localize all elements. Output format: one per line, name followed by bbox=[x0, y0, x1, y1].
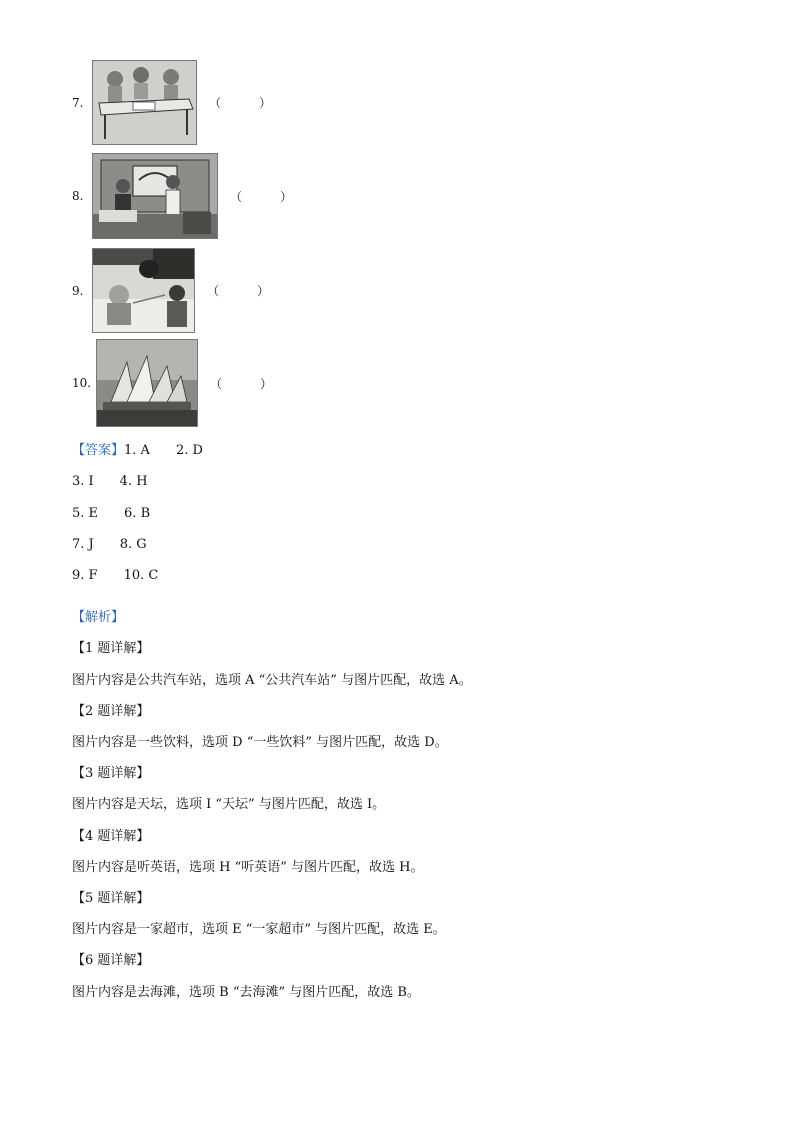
answer-item: 6. B bbox=[124, 506, 151, 521]
answer-label: 【答案】 bbox=[72, 443, 125, 458]
answer-row-2 bbox=[72, 475, 148, 488]
answer-blank: （ ） bbox=[230, 189, 293, 204]
answer-blank: （ ） bbox=[209, 96, 272, 110]
answer-row-3 bbox=[72, 507, 150, 520]
question-number: 10. bbox=[72, 376, 92, 390]
analysis-item-head: 【3 题详解】 bbox=[72, 766, 150, 781]
analysis-label: 【解析】 bbox=[72, 610, 125, 625]
analysis-item-body: 图片内容是公共汽车站，选项 A “公共汽车站” 与图片匹配，故选 A。 bbox=[72, 673, 472, 688]
question-7 bbox=[72, 60, 271, 145]
answer-item: 3. I bbox=[72, 474, 94, 489]
answer-item: 1. A bbox=[124, 443, 150, 458]
question-8 bbox=[72, 153, 292, 239]
question-9 bbox=[72, 248, 269, 333]
analysis-item-head: 【5 题详解】 bbox=[72, 891, 150, 906]
children-at-table-image bbox=[92, 60, 197, 145]
analysis-item-body: 图片内容是听英语，选项 H “听英语” 与图片匹配，故选 H。 bbox=[72, 860, 424, 875]
answer-blank: （ ） bbox=[207, 284, 270, 298]
answer-item: 5. E bbox=[72, 506, 99, 521]
answer-item: 4. H bbox=[119, 474, 148, 489]
question-number: 7. bbox=[72, 95, 84, 110]
analysis-item-head: 【1 题详解】 bbox=[72, 641, 150, 656]
answer-row-5 bbox=[72, 569, 158, 582]
answer-item: 7. J bbox=[72, 537, 94, 552]
answer-row-1 bbox=[72, 444, 203, 457]
answer-item: 9. F bbox=[72, 568, 98, 583]
analysis-item-body: 图片内容是一家超市，选项 E “一家超市” 与图片匹配，故选 E。 bbox=[72, 922, 446, 937]
analysis-item-head: 【2 题详解】 bbox=[72, 704, 150, 719]
analysis-item-body: 图片内容是一些饮料，选项 D “一些饮料” 与图片匹配，故选 D。 bbox=[72, 735, 448, 750]
answer-row-4 bbox=[72, 538, 147, 551]
answer-item: 8. G bbox=[119, 537, 147, 552]
question-number: 9. bbox=[72, 283, 84, 298]
classroom-scene-image bbox=[92, 153, 218, 239]
analysis-item-head: 【4 题详解】 bbox=[72, 829, 150, 844]
question-10 bbox=[72, 339, 272, 427]
snow-scene-image bbox=[92, 248, 195, 333]
question-number: 8. bbox=[72, 189, 84, 203]
answer-blank: （ ） bbox=[210, 376, 273, 391]
analysis-item-body: 图片内容是天坛，选项 I “天坛” 与图片匹配，故选 I。 bbox=[72, 797, 386, 812]
opera-house-image bbox=[96, 339, 198, 427]
analysis-item-body: 图片内容是去海滩，选项 B “去海滩” 与图片匹配，故选 B。 bbox=[72, 985, 420, 1000]
answer-item: 2. D bbox=[175, 443, 203, 458]
analysis-item-head: 【6 题详解】 bbox=[72, 953, 150, 968]
answer-item: 10. C bbox=[123, 568, 159, 583]
